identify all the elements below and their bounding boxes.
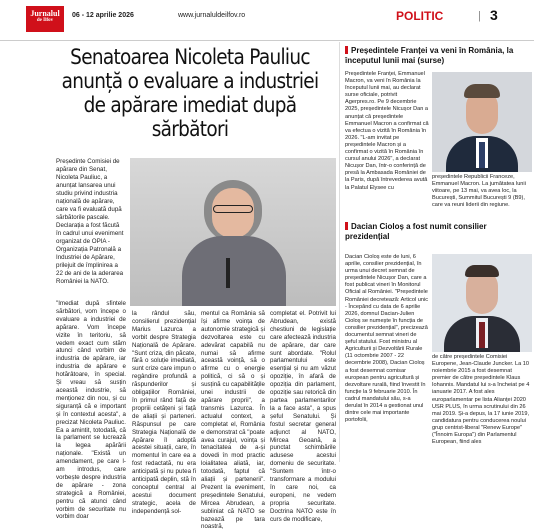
- site-url[interactable]: www.jurnaluldeilfov.ro: [178, 12, 246, 19]
- section-label: POLITIC: [396, 9, 444, 23]
- header-separator: |: [478, 10, 481, 22]
- sidebar-story1-text: Președintele Franței, Emmanuel Macron, va veni în România la începutul lunii mai, au declarat surse oficiale, potrivit Agerpres.ro. Pe 9 decembrie 2025, președintele Nicușor Dan a anunțat că președintele Emmanuel Macron a confirmat că va efectua o vizită în România în 2026. "L-am invitat pe președintele Macron și a confirmat o vizită în România în cursul anului 2026", a declarat Nicușor Dan, într-o conferință de presă la Ambasada României de la Paris, după întrevederea avută la Palatul Elysee cu: [345, 71, 429, 191]
- ciolos-photo: [432, 254, 532, 352]
- story2-title-text: Dacian Cioloș a fost numit consilier prezidențial: [345, 222, 487, 241]
- title-marker: [345, 222, 348, 230]
- newspaper-logo[interactable]: [26, 6, 64, 32]
- article-column-3: mentul ca România să își afirme voința de autonomie strategică și dezvoltarea este cu adevărat capabilă nu numai să afirme această voință, să o afirme cu o energie politică, ci să o și susțină cu capabilitățile unei industrii de apărare proprii", a transmis Lazurca. În actualul context, a completat el, România e demonstrat că "poate avea curajul, voința și tenacitatea de a-și dovedi în mod practic loialitatea aliată, iar, totodată, faptul că aliații și partenerii". Prezent la eveniment, președintele Senatului, Mircea Abrudean, a subliniat că NATO se bazează pe tara noastră,: [201, 310, 265, 531]
- macron-photo: [432, 72, 532, 172]
- sidebar-story2-text: Dacian Cioloș este de luni, 6 aprilie, consilier prezidențial, în urma unui decret semnat de președintele Nicușor Dan, care a fost publicat vineri în Monitorul Oficial al României. "Președintele României decretează: Articol unic - Începând cu data de 6 aprilie 2026, domnul Dacian-Julien Cioloș se numește în funcția de consilier prezidențial", precizează documentul semnat vineri de șeful statului. Fost ministru al Agriculturii și Dezvoltării Rurale (11 octombrie 2007 - 22 decembrie 2008), Dacian Cioloș a fost desemnat comisar european pentru agricultură și dezvoltare rurală, fiind învestit în funcție la 9 februarie 2010. În cadrul mandatului său, s-a derulat în 2014 a gestionat unul dintre cele mai importante portofolii,: [345, 254, 429, 424]
- article-column-2: la rândul său, consilierul prezidențial Marius Lazurca a vorbit despre Strategia Națională de Apărare. "Sunt criza, din păcate, fără o soluție imediată, sunt crize care impun o regândire profundă a răspunderilor și obligațiilor României, în primul rând față de propriii cetățeni și față de aliații și parteneri. Răspunsul pe care Strategia Națională de Apărare îl adoptă acestei situații, care, în momentul în care ea a fost redactată, nu era anticipată și nu putea fi anticipată deplin, stă în conceptul central al acestui document strategic, acela de independență sol-: [132, 310, 196, 515]
- issue-date: 06 - 12 aprilie 2026: [72, 12, 134, 19]
- article-column-1: "Imediat după sfintele sărbători, vom începe o evaluare a industriei de apărare. Vom începe vizite în teritoriu, să vedem exact cum stăm atunci când vorbim de industria de apărare, iar industria de apărare e hotărâtoare, în special. Și vreau să susțin această industrie, să menționez din nou, și cu siguranță că e important și în contextul acesta", a precizat Nicoleta Pauliuc. Ea a amintit, totodată, că la parlament se lucrează la legea apărării naționale. "Există un amendament, pe care l-am introdus, care vorbește despre industria de apărare - zona strategică a României, pentru că atunci când vorbim de securitate nu vorbim doar: [56, 300, 126, 521]
- page-number: 3: [490, 7, 498, 23]
- article-column-4: completat el. Potrivit lui Abrudean, există chestiuni de legislație care afectează industria de apărare, dar care sunt abordate. "Rolul parlamentului este esențial și nu am văzut opoziție, în afară de opoziția din parlament, opoziție sau retorică din partea parlamentarilor la a face asta", a spus șeful Senatului. Și fostul secretar general adjunct al NATO, Mircea Geoană, a punctat schimbările adusese acestui domeniu de securitate. "Suntem într-o transformare a modului în care noi, ca europeni, ne vedem propria securitate. Doctrina NATO este în curs de modificare,: [270, 310, 336, 523]
- logo-top: Jurnalul: [30, 9, 60, 18]
- title-marker: [345, 46, 348, 54]
- article-intro: Președinte Comisiei de apărare din Senat, Nicoleta Pauliuc, a anunțat lansarea unui studiu privind industria națională de apărare, care va fi evaluată după sărbătorile pascale. Declarația a fost făcută în cadrul unui eveniment organizat de OPIA - Organizația Patronală a Industriei de Apărare, prilejuit de împlinirea a 22 de ani de la aderarea României la NATO.: [56, 158, 124, 285]
- sidebar-story2-title: [345, 222, 533, 242]
- column-divider: [339, 42, 340, 462]
- pauliuc-photo: [130, 158, 336, 306]
- sidebar-story1-text-continued: președintele Republicii Franceze, Emmanuel Macron. La jumătatea lunii viitoare, pe 13 mai, va avea loc, la București, Summitul București 9 (B9), care va reuni liderii din regiune.: [432, 174, 526, 209]
- page-header: [0, 0, 534, 41]
- sidebar-story2-text-continued: de către președintele Comisiei Europene, Jean-Claude Juncker. La 10 noiembrie 2015 a fost desemnat premier de către președintele Klaus Iohannis. Mandatul lui s-a încheiat pe 4 ianuarie 2017. A fost ales europarlamentar pe lista Alianței 2020 USR PLUS, în urma scrutinului din 26 mai 2019. Și-a depus, la 17 iunie 2019, candidatura pentru conducerea noului grup centrist-liberal "Renew Europe" ("Înnoim Europa") din Parlamentul European, fiind ales: [432, 354, 530, 446]
- logo-bottom: de Ilfov: [36, 18, 54, 23]
- main-headline: Senatoarea Nicoleta Pauliuc anunță o evaluare a industriei de apărare imediat după sărbători: [61, 45, 319, 141]
- story1-title-text: Președintele Franței va veni în România, la începutul lunii mai (surse): [345, 46, 514, 65]
- sidebar-story1-title: [345, 46, 533, 66]
